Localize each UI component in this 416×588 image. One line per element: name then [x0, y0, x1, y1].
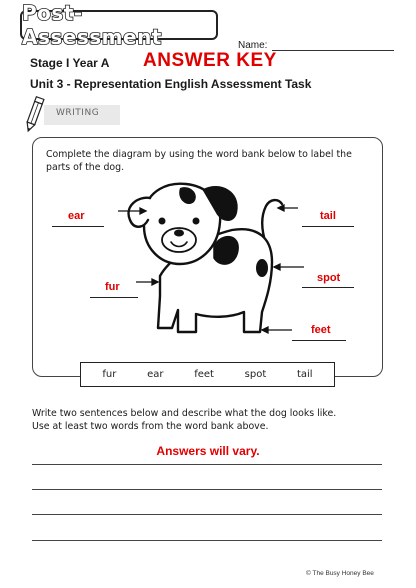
label-ear: ear [68, 210, 85, 222]
writing-line[interactable] [32, 514, 382, 515]
task2-instruction-line2: Use at least two words from the word bank above. [32, 421, 269, 432]
unit-heading: Unit 3 - Representation English Assessment Task [30, 77, 312, 91]
task2-instruction-line1: Write two sentences below and describe what the dog looks like. [32, 408, 337, 419]
answer-line-spot[interactable] [302, 287, 354, 288]
footer-credit: © The Busy Honey Bee [306, 570, 374, 577]
answers-vary-note: Answers will vary. [156, 444, 260, 458]
answer-line-ear[interactable] [52, 226, 104, 227]
name-label: Name: [238, 40, 268, 51]
word-bank-item: tail [296, 369, 313, 380]
stage-label: Stage I Year A [30, 56, 110, 70]
label-feet: feet [311, 324, 331, 336]
answer-line-feet[interactable] [292, 340, 346, 341]
task2-instruction [32, 407, 392, 433]
label-fur: fur [105, 281, 120, 293]
answer-line-fur[interactable] [90, 297, 138, 298]
writing-line[interactable] [32, 540, 382, 541]
writing-line[interactable] [32, 489, 382, 490]
label-spot: spot [317, 272, 341, 284]
task1-instruction: Complete the diagram by using the word bank below to label the parts of the dog. [46, 149, 352, 173]
word-bank-item: feet [194, 369, 214, 380]
section-label: WRITING [56, 108, 100, 118]
word-bank-item: ear [147, 369, 164, 380]
page-title: Post-Assessment [22, 1, 162, 49]
word-bank-item: spot [244, 369, 267, 380]
label-tail: tail [320, 210, 336, 222]
word-bank [80, 362, 335, 387]
dog-illustration [129, 184, 282, 332]
answer-line-tail[interactable] [302, 226, 354, 227]
word-bank-item: fur [102, 369, 117, 380]
writing-line[interactable] [32, 464, 382, 465]
answer-key-heading: ANSWER KEY [143, 50, 277, 71]
